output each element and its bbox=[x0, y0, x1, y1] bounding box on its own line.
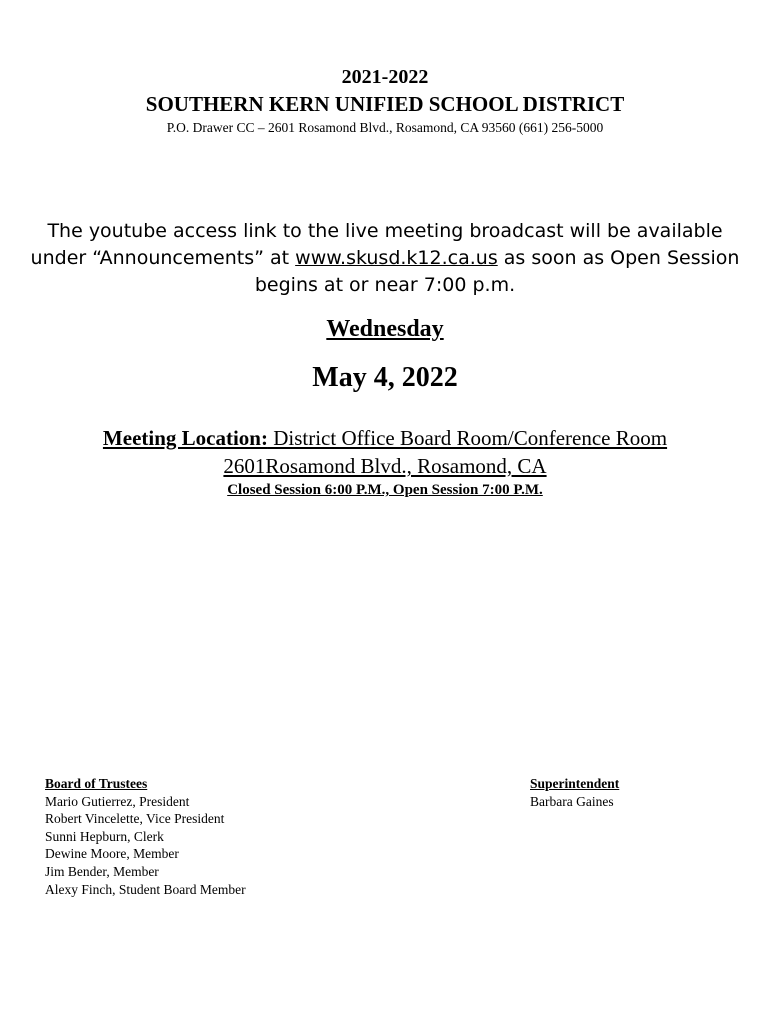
district-address: P.O. Drawer CC – 2601 Rosamond Blvd., Rosamond, CA 93560 (661) 256-5000 bbox=[166, 120, 604, 135]
board-member: Alexy Finch, Student Board Member bbox=[45, 881, 246, 897]
superintendent-name: Barbara Gaines bbox=[530, 793, 614, 809]
meeting-location bbox=[0, 426, 770, 451]
location-value: District Office Board Room/Conference Room bbox=[267, 426, 668, 450]
board-heading: Board of Trustees bbox=[45, 776, 148, 791]
board-member: Jim Bender, Member bbox=[45, 863, 159, 879]
board-member: Mario Gutierrez, President bbox=[45, 793, 190, 809]
school-year: 2021-2022 bbox=[341, 66, 429, 88]
website-link[interactable]: www.skusd.k12.ca.us bbox=[295, 247, 498, 269]
broadcast-notice bbox=[30, 218, 740, 299]
location-label: Meeting Location: bbox=[102, 426, 268, 450]
meeting-weekday: Wednesday bbox=[326, 316, 444, 342]
meeting-date: May 4, 2022 bbox=[312, 362, 458, 393]
board-of-trustees bbox=[45, 775, 246, 898]
superintendent-block bbox=[530, 775, 619, 810]
superintendent-heading: Superintendent bbox=[530, 776, 620, 791]
meeting-street-address: 2601Rosamond Blvd., Rosamond, CA bbox=[223, 454, 547, 478]
board-member: Sunni Hepburn, Clerk bbox=[45, 828, 164, 844]
notice-text-before: The youtube access link to the live meeting broadcast will be available under “Announcements” at bbox=[30, 220, 723, 269]
board-member: Dewine Moore, Member bbox=[45, 846, 179, 862]
session-times: Closed Session 6:00 P.M., Open Session 7:00 P.M. bbox=[227, 482, 543, 498]
board-member: Robert Vincelette, Vice President bbox=[45, 811, 225, 827]
district-name: SOUTHERN KERN UNIFIED SCHOOL DISTRICT bbox=[145, 92, 625, 116]
notice-text-after: as soon as Open Session begins at or near 7:00 p.m. bbox=[254, 247, 740, 296]
